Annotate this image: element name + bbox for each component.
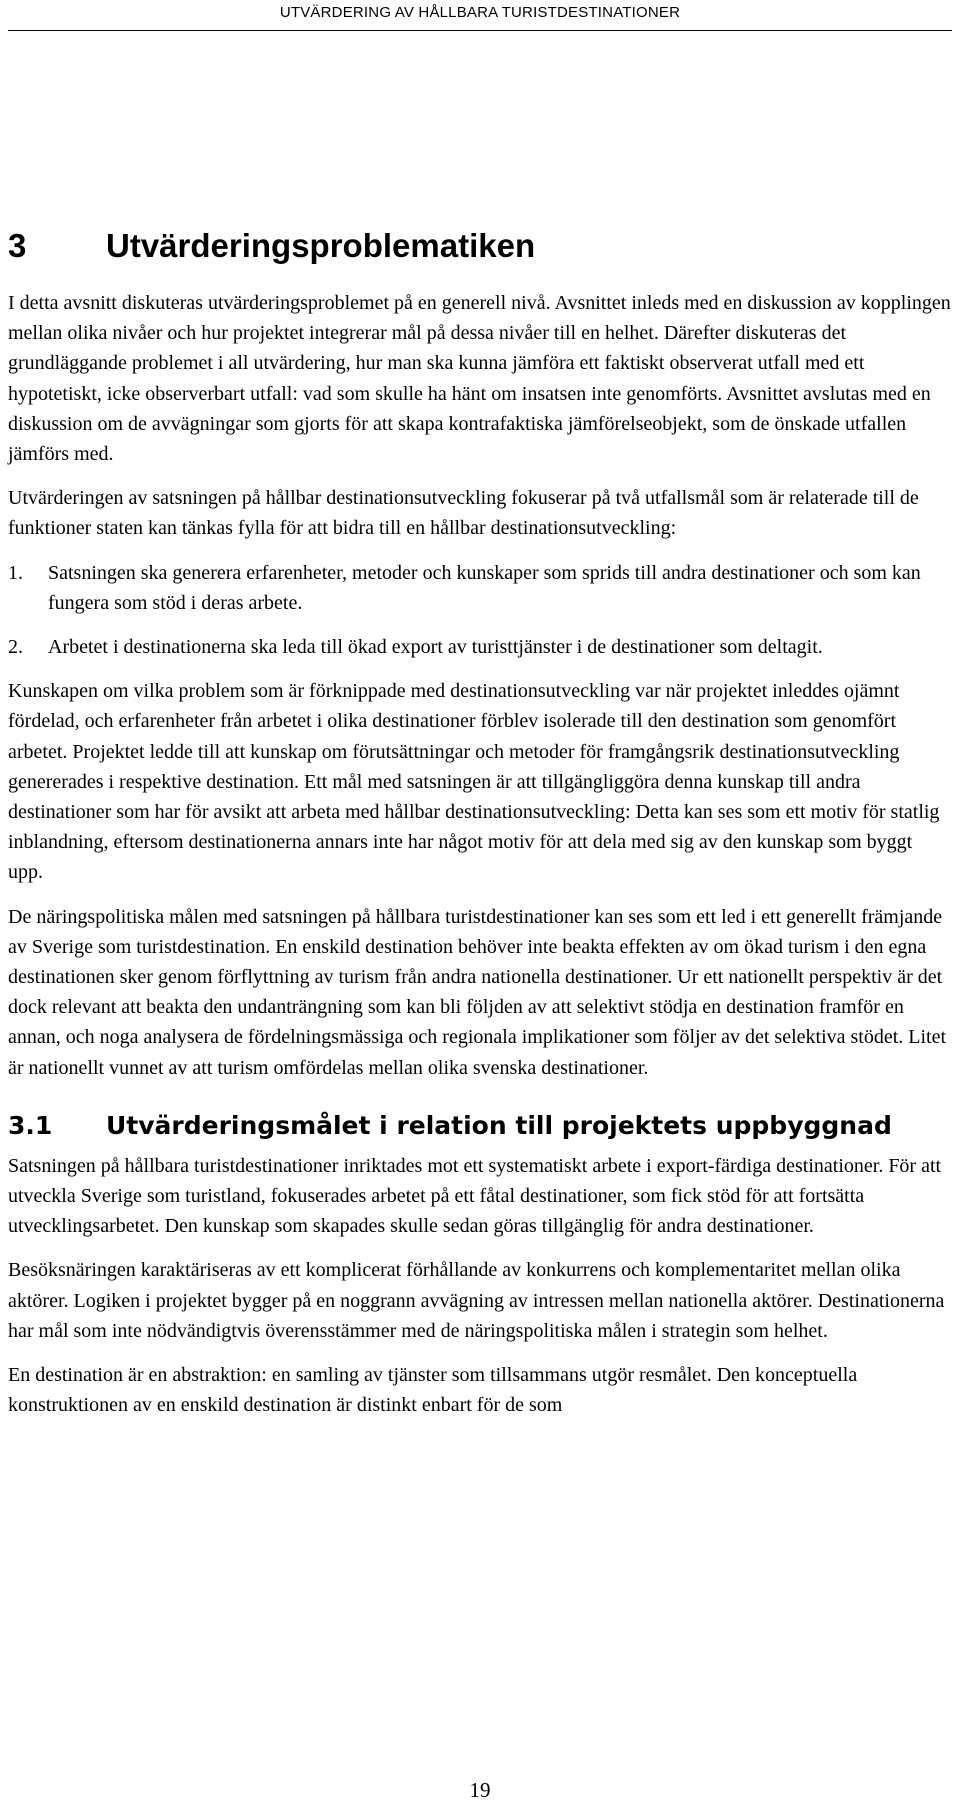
section-heading bbox=[8, 224, 952, 268]
subsection-paragraph: En destination är en abstraktion: en samling av tjänster som tillsammans utgör resmålet. Den konceptuella konstruktionen av en enskild destination är distinkt enbart för de som bbox=[8, 1364, 858, 1417]
subsection-paragraph: Besöksnäringen karaktäriseras av ett komplicerat förhållande av konkurrens och komplementaritet mellan olika aktörer. Logiken i projektet bygger på en noggrann avvägning av intressen mellan nationella aktörer. Destinationerna har mål som inte nödvändigtvis överensstämmer med de näringspolitiska målen i strategin som helhet. bbox=[8, 1259, 945, 1342]
subsection-number: 3.1 bbox=[8, 1110, 53, 1140]
list-marker: 1. bbox=[8, 561, 23, 584]
list-text: Arbetet i destinationerna ska leda till ökad export av turisttjänster i de destinationer som deltagit. bbox=[48, 636, 823, 659]
list-marker: 2. bbox=[8, 636, 23, 659]
focus-paragraph: Utvärderingen av satsningen på hållbar destinationsutveckling fokuserar på två utfallsmål som är relaterade till de funktioner staten kan tänkas fylla för att bidra till en hållbar destinationsutveckling: bbox=[8, 487, 919, 540]
page-number: 19 bbox=[469, 1778, 491, 1802]
section-title: Utvärderingsproblematiken bbox=[106, 227, 536, 264]
subsection-title: Utvärderingsmålet i relation till projektets uppbyggnad bbox=[106, 1110, 892, 1140]
subsection-paragraph: Satsningen på hållbara turistdestinationer inriktades mot ett systematiskt arbete i export-färdiga destinationer. För att utveckla Sverige som turistland, fokuserades arbetet på ett fåtal destinationer, som fick stöd för att fortsätta utvecklingsarbetet. Den kunskap som skapades skulle sedan göras tillgänglig för andra destinationer. bbox=[8, 1154, 942, 1238]
intro-paragraph: I detta avsnitt diskuteras utvärderingsproblemet på en generell nivå. Avsnittet inleds med en diskussion av kopplingen mellan olika nivåer och hur projektet integrerar mål på dessa nivåer till en helhet. Därefter diskuteras det grundläggande problemet i all utvärdering, hur man ska kunna jämföra ett faktiskt observerat utfall med ett hypotetiskt, icke observerbart utfall: vad som skulle ha hänt om insatsen inte genomförts. Avsnittet avslutas med en diskussion om de avvägningar som gjorts för att skapa kontrafaktiska jämförelseobjekt, som de önskade utfallen jämförs med. bbox=[8, 292, 951, 466]
list-text: Satsningen ska generera erfarenheter, metoder och kunskaper som sprids till andra destinationer och som kan fungera som stöd i deras arbete. bbox=[48, 561, 921, 614]
header-rule bbox=[8, 30, 952, 31]
section-number: 3 bbox=[8, 227, 27, 264]
running-header: UTVÄRDERING AV HÅLLBARA TURISTDESTINATIONER bbox=[279, 4, 681, 21]
list-item bbox=[8, 558, 952, 618]
policy-paragraph: De näringspolitiska målen med satsningen på hållbara turistdestinationer kan ses som ett led i ett generellt främjande av Sverige som turistdestination. En enskild destination behöver inte beakta effekten av om ökad turism i den egna destinationen sker genom förflyttning av turism från andra nationella destinationer. Ur ett nationellt perspektiv är det dock relevant att beakta den undanträngning som kan bli följden av att selektivt stödja en destination framför en annan, och noga analysera de fördelningsmässiga och regionala implikationer som följer av det selektiva stödet. Litet är nationellt vunnet av att turism omfördelas mellan olika svenska destinationer. bbox=[8, 905, 947, 1079]
list-item bbox=[8, 632, 952, 662]
subsection-heading bbox=[8, 1107, 952, 1145]
knowledge-paragraph: Kunskapen om vilka problem som är förknippade med destinationsutveckling var när projektet inleddes ojämnt fördelad, och erfarenheter från arbetet i olika destinationer förblev isolerade till den destination som genomfört arbetet. Projektet ledde till att kunskap om förutsättningar och metoder för framgångsrik destinationsutveckling genererades i respektive destination. Ett mål med satsningen är att tillgängliggöra denna kunskap till andra destinationer som har för avsikt att arbeta med hållbar destinationsutveckling: Detta kan ses som ett motiv för statlig inblandning, eftersom destinationerna annars inte har något motiv för att dela med sig av den kunskap som byggt upp. bbox=[8, 680, 940, 884]
page-body bbox=[8, 224, 952, 1435]
